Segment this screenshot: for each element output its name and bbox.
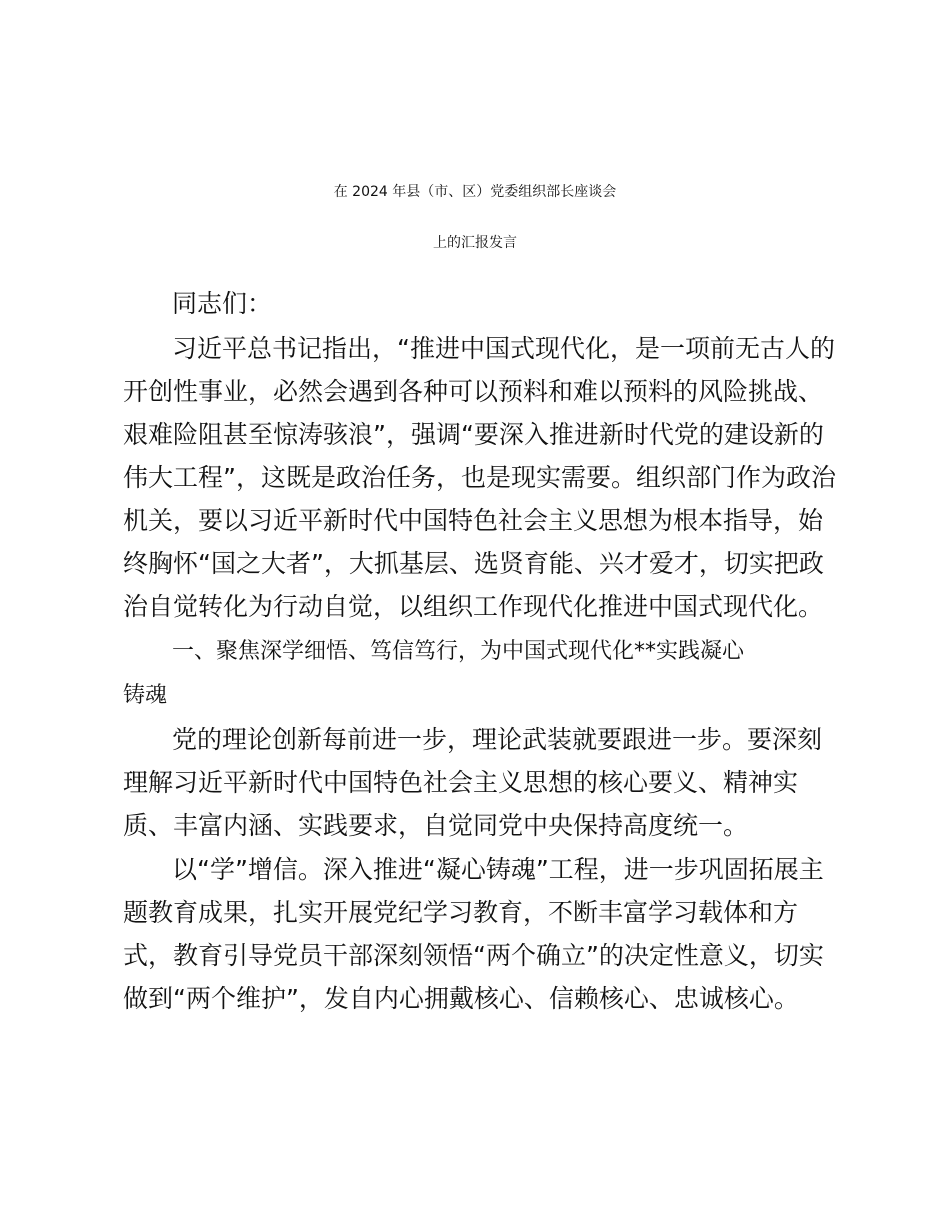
greeting: 同志们： xyxy=(172,289,273,318)
paragraph-2-line-1: 党的理论创新每前进一步，理论武装就要跟进一步。要深刻 xyxy=(172,725,823,754)
intro-line-7: 治自觉转化为行动自觉，以组织工作现代化推进中国式现代化。 xyxy=(123,592,824,621)
intro-line-5: 机关，要以习近平新时代中国特色社会主义思想为根本指导，始 xyxy=(123,506,824,535)
paragraph-3-line-2: 题教育成果，扎实开展党纪学习教育，不断丰富学习载体和方 xyxy=(123,898,799,927)
section-1-heading-line-2: 铸魂 xyxy=(123,683,168,708)
section-1-heading-line-1: 一、聚焦深学细悟、笃信笃行，为中国式现代化**实践凝心 xyxy=(172,639,745,664)
intro-line-4: 伟大工程”，这既是政治任务，也是现实需要。组织部门作为政治 xyxy=(123,463,836,492)
document-title-line-2: 上的汇报发言 xyxy=(433,235,517,251)
intro-line-1: 习近平总书记指出，“推进中国式现代化，是一项前无古人的 xyxy=(172,334,835,363)
paragraph-3-line-3: 式，教育引导党员干部深刻领悟“两个确立”的决定性意义，切实 xyxy=(123,941,824,970)
intro-line-3: 艰难险阻甚至惊涛骇浪”，强调“要深入推进新时代党的建设新的 xyxy=(123,420,824,449)
paragraph-3-line-1: 以“学”增信。深入推进“凝心铸魂”工程，进一步巩固拓展主 xyxy=(172,855,824,884)
document-title-line-1: 在 2024 年县（市、区）党委组织部长座谈会 xyxy=(333,184,617,200)
intro-line-2: 开创性事业，必然会遇到各种可以预料和难以预料的风险挑战、 xyxy=(123,377,824,406)
paragraph-3-line-4: 做到“两个维护”，发自内心拥戴核心、信赖核心、忠诚核心。 xyxy=(123,984,799,1013)
intro-line-6: 终胸怀“国之大者”，大抓基层、选贤育能、兴才爱才，切实把政 xyxy=(123,549,824,578)
paragraph-2-line-2: 理解习近平新时代中国特色社会主义思想的核心要义、精神实 xyxy=(123,768,799,797)
paragraph-2-line-3: 质、丰富内涵、实践要求，自觉同党中央保持高度统一。 xyxy=(123,811,749,840)
